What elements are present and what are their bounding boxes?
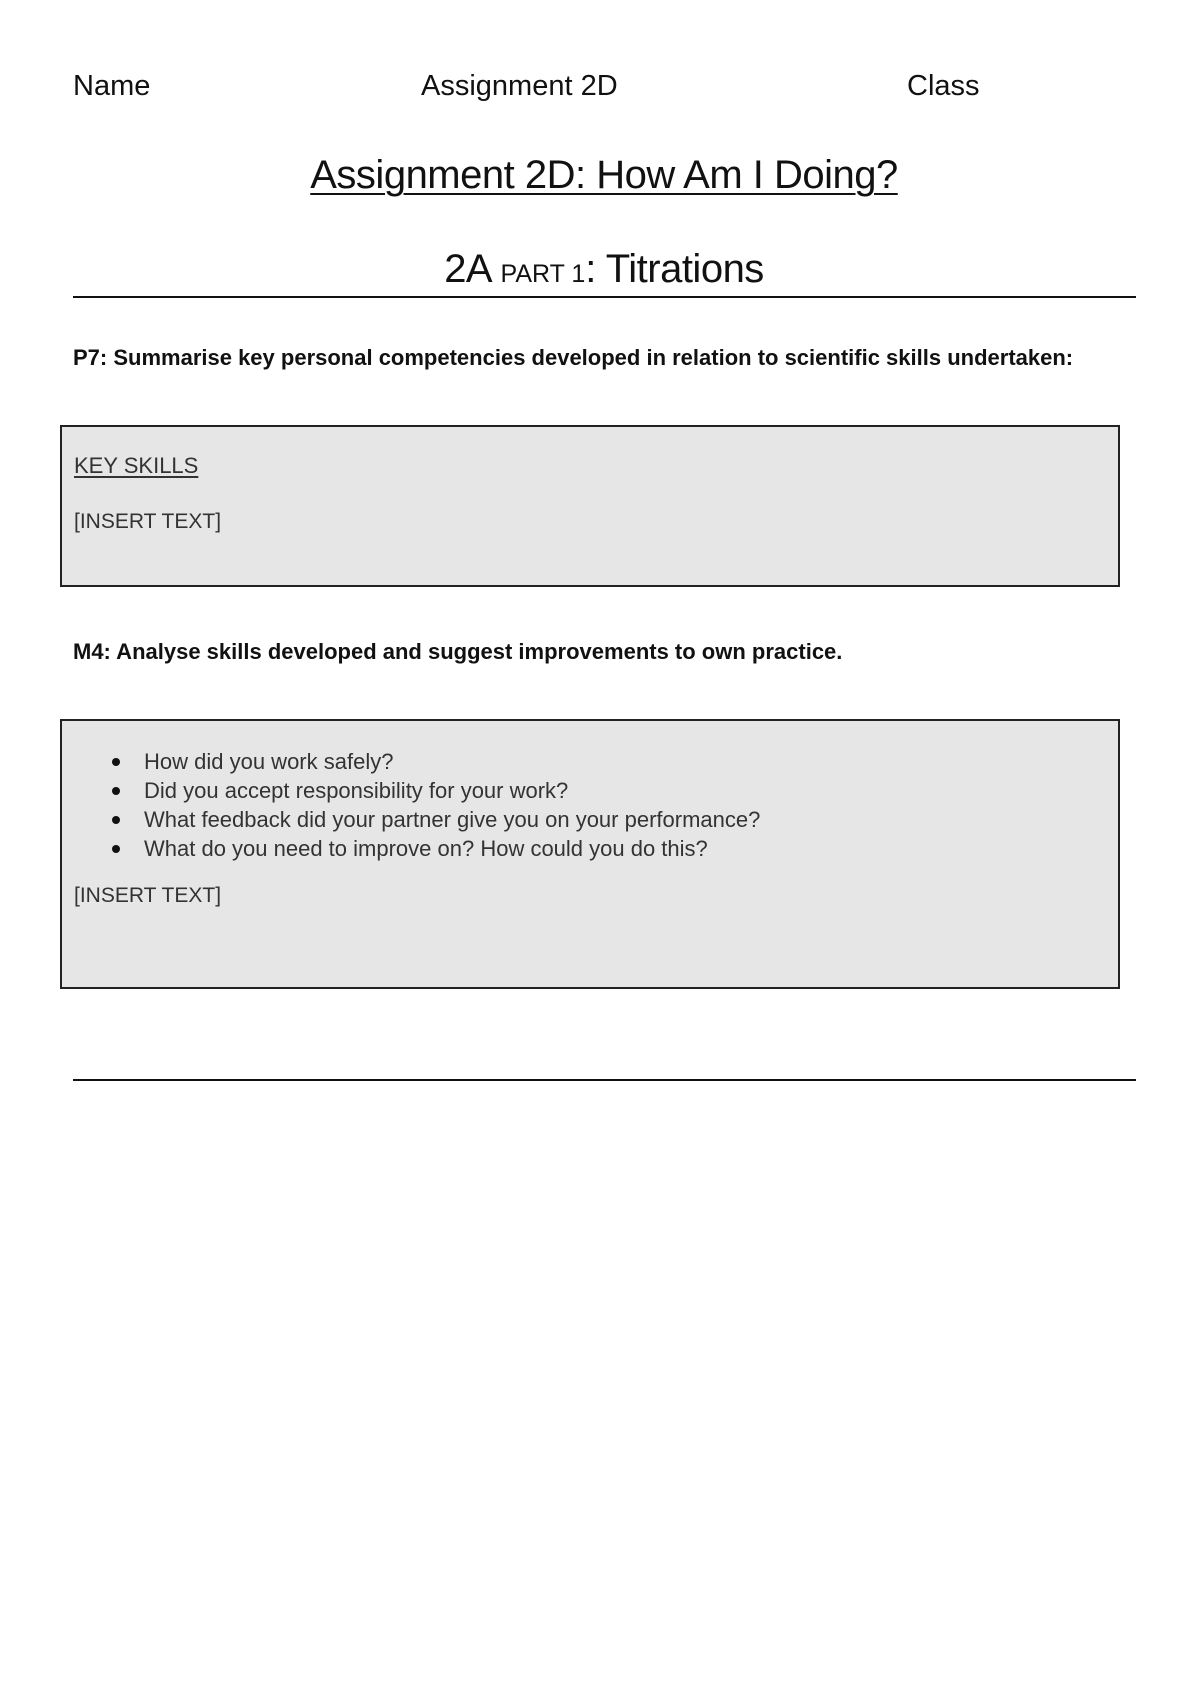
list-item-text: How did you work safely?: [144, 749, 394, 774]
bottom-divider: [73, 1079, 1136, 1081]
key-skills-heading: KEY SKILLS: [74, 453, 199, 478]
m4-insert-text[interactable]: [INSERT TEXT]: [74, 884, 222, 907]
bullet-icon: [112, 758, 120, 766]
list-item-text: What feedback did your partner give you on your performance?: [144, 807, 761, 832]
m4-question: M4: Analyse skills developed and suggest improvements to own practice.: [73, 639, 843, 664]
list-item-text: What do you need to improve on? How could you do this?: [144, 836, 708, 861]
bullet-icon: [112, 845, 120, 853]
list-item: [74, 776, 760, 805]
header-row: [0, 70, 1200, 110]
p7-insert-text[interactable]: [INSERT TEXT]: [74, 510, 222, 533]
section-title: [0, 247, 1200, 292]
list-item-text: Did you accept responsibility for your work?: [144, 778, 569, 803]
assignment-label: Assignment 2D: [421, 70, 618, 102]
bullet-icon: [112, 787, 120, 795]
list-item: [74, 834, 760, 863]
bullet-icon: [112, 816, 120, 824]
top-divider: [73, 296, 1136, 298]
m4-answer-box[interactable]: [60, 719, 1120, 989]
p7-question: P7: Summarise key personal competencies developed in relation to scientific skills undertaken:: [73, 345, 1074, 370]
page-title: Assignment 2D: How Am I Doing?: [310, 153, 898, 197]
section-title-suffix: : Titrations: [585, 247, 764, 291]
class-label: Class: [907, 70, 980, 102]
m4-prompt-list: [74, 747, 760, 863]
section-title-part: PART 1: [500, 260, 586, 288]
section-title-prefix: 2A: [444, 247, 501, 291]
list-item: [74, 747, 760, 776]
name-label: Name: [73, 70, 151, 102]
p7-answer-box[interactable]: [60, 425, 1120, 587]
list-item: [74, 805, 760, 834]
